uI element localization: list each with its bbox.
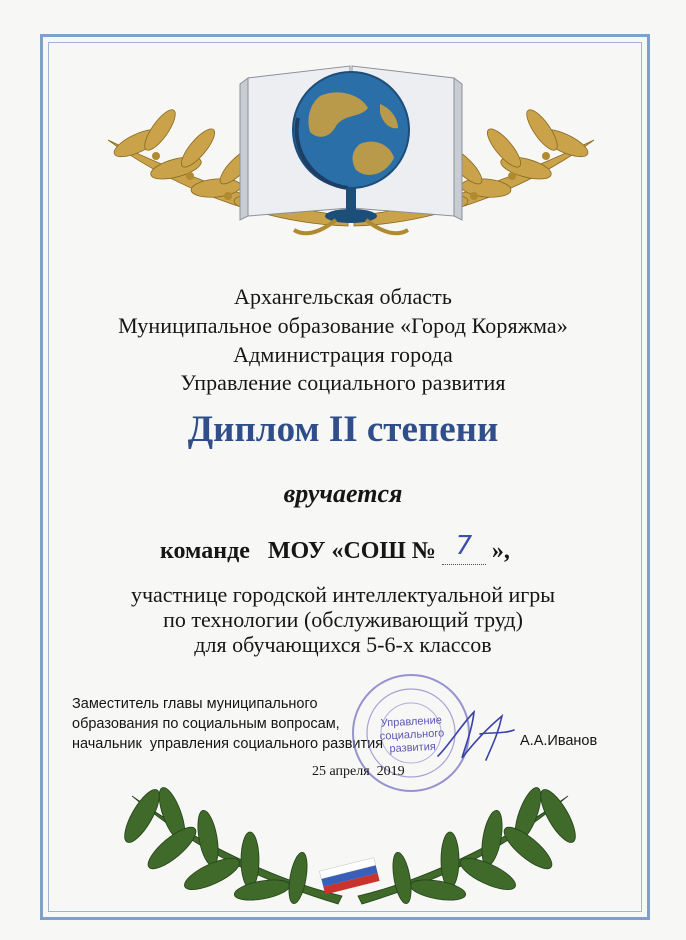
team-line — [160, 531, 600, 567]
signer-title-line-2: образования по социальным вопросам, — [72, 716, 340, 732]
globe-book-laurel-emblem — [98, 48, 604, 246]
description-line-1: участнице городской интеллектуальной игры — [130, 582, 556, 607]
administration-line: Администрация города — [233, 342, 453, 367]
issue-date: 25 апреля 2019 — [312, 764, 405, 779]
stamp-line-1: Управление — [380, 714, 443, 730]
team-prefix: команде МОУ «СОШ № — [160, 538, 436, 564]
signer-name: А.А.Иванов — [520, 733, 598, 749]
department-line: Управление социального развития — [180, 370, 506, 395]
stamp-line-3: развития — [389, 740, 437, 756]
handwritten-signature — [432, 704, 518, 766]
awarded-label: вручается — [283, 479, 403, 508]
stamp-line-2: социального — [379, 727, 445, 743]
municipality-line: Муниципальное образование «Город Коряжма» — [118, 313, 568, 338]
school-number-value: 7 — [455, 531, 473, 561]
team-suffix: », — [491, 538, 510, 564]
signer-title — [72, 694, 392, 754]
number-underline — [442, 564, 486, 565]
signer-title-line-3: начальник управления социального развития — [72, 736, 384, 752]
diploma-title: Диплом II степени — [187, 409, 499, 450]
description-line-3: для обучающихся 5-6-х классов — [194, 632, 492, 657]
school-number — [442, 530, 486, 562]
signer-title-line-1: Заместитель главы муниципального — [72, 696, 318, 712]
description-line-2: по технологии (обслуживающий труд) — [163, 607, 523, 632]
region-line: Архангельская область — [233, 284, 453, 309]
green-laurel-wreath — [112, 786, 588, 910]
